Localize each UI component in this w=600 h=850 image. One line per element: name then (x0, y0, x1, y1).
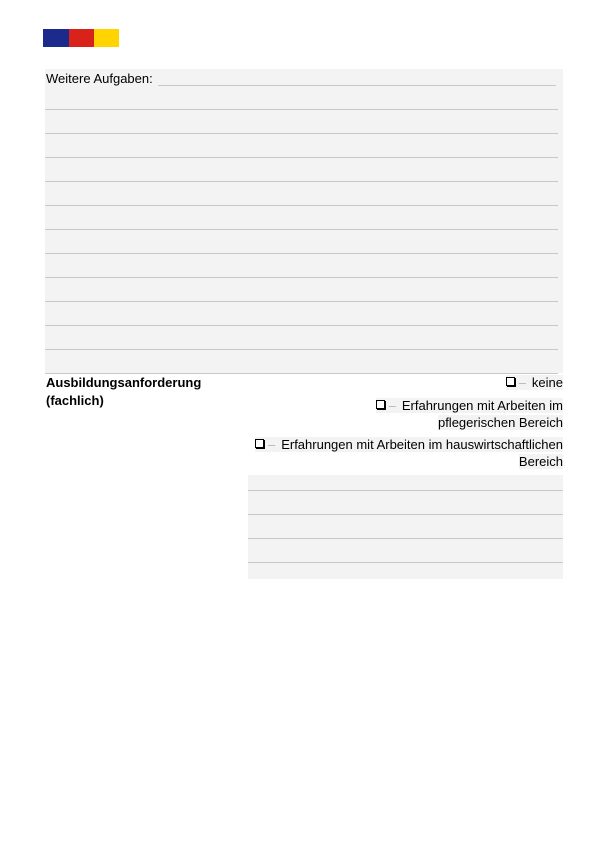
logo-blue-block (43, 29, 69, 47)
checkbox-icon[interactable] (255, 439, 264, 448)
task-line (45, 277, 558, 278)
task-line (45, 325, 558, 326)
task-line (45, 205, 558, 206)
option-care-experience[interactable]: – Erfahrungen mit Arbeiten im pflegerischen Bereich (376, 397, 563, 431)
task-line (45, 301, 558, 302)
note-line (248, 490, 563, 491)
further-tasks-field[interactable] (45, 69, 563, 373)
note-line (248, 538, 563, 539)
checkbox-icon[interactable] (506, 377, 515, 386)
task-line (45, 181, 558, 182)
option-housekeeping-experience[interactable]: – Erfahrungen mit Arbeiten im hauswirtschaftlichen Bereich (255, 436, 563, 470)
checkbox-icon[interactable] (376, 400, 385, 409)
training-requirement-heading: Ausbildungsanforderung (fachlich) (46, 375, 202, 408)
note-line (248, 514, 563, 515)
task-line (45, 133, 558, 134)
task-line (45, 349, 558, 350)
task-line (45, 253, 558, 254)
option-none[interactable]: – keine (506, 374, 563, 391)
option-label: Erfahrungen mit Arbeiten im hauswirtschaftlichen (281, 437, 563, 452)
option-label: keine (531, 375, 563, 390)
task-line (158, 85, 556, 86)
option-label-line2: Bereich (518, 454, 563, 469)
task-line (45, 157, 558, 158)
option-label-line2: pflegerischen Bereich (437, 415, 563, 430)
logo-yellow-block (94, 29, 119, 47)
logo (43, 29, 119, 47)
option-label: Erfahrungen mit Arbeiten im (401, 398, 563, 413)
task-line (45, 229, 558, 230)
note-line (248, 562, 563, 563)
logo-red-block (69, 29, 94, 47)
further-tasks-label: Weitere Aufgaben: (46, 71, 153, 86)
task-line (45, 109, 558, 110)
